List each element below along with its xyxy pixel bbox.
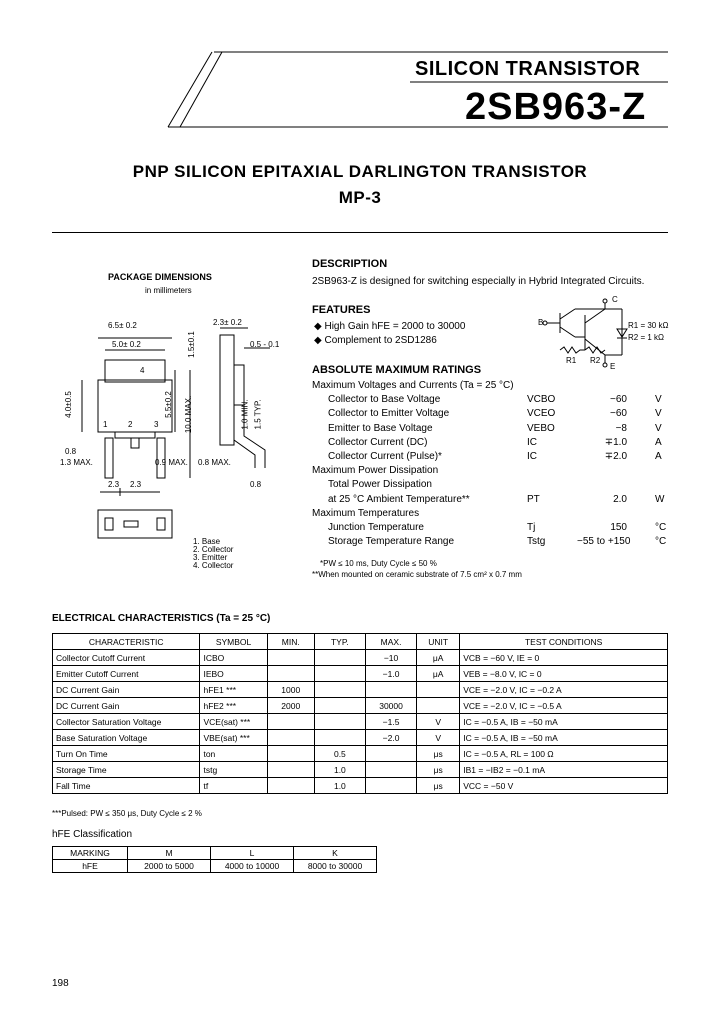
dim-label: 1.3 MAX. [60, 458, 93, 467]
rating-val: ∓1.0 [604, 436, 627, 448]
table-header: UNIT [417, 634, 460, 650]
table-cell: Emitter Cutoff Current [53, 666, 200, 682]
table-cell: IC = −0.5 A, IB = −50 mA [460, 714, 668, 730]
rating-label: Storage Temperature Range [328, 536, 455, 548]
package-name: MP-3 [338, 188, 382, 207]
table-header: TEST CONDITIONS [460, 634, 668, 650]
table-cell: μA [417, 650, 460, 666]
table-row [53, 778, 668, 794]
table-cell: 2000 to 5000 [128, 860, 211, 873]
table-cell [267, 714, 314, 730]
dim-label: 0.8 [65, 447, 77, 456]
table-header: MARKING [53, 847, 128, 860]
pin-number: 3 [154, 420, 159, 429]
dim-label: 0.8 MAX. [198, 458, 231, 467]
table-cell [267, 730, 314, 746]
package-dimensions-unit: in millimeters [145, 286, 192, 295]
dim-label: 10.0 MAX. [184, 395, 194, 434]
circuit-r2-value: R2 = 1 kΩ [628, 333, 664, 342]
dim-label: 4 [140, 366, 145, 375]
circuit-label-base: B [538, 318, 544, 327]
table-cell [365, 746, 416, 762]
table-cell [267, 762, 314, 778]
table-cell: VCC = −50 V [460, 778, 668, 794]
table-cell [314, 714, 365, 730]
table-cell: IC = −0.5 A, RL = 100 Ω [460, 746, 668, 762]
rating-sym: VEBO [527, 422, 555, 434]
table-cell [314, 650, 365, 666]
pin-legend-item: 4. Collector [193, 561, 234, 570]
table-header: SYMBOL [200, 634, 267, 650]
rating-label: Collector to Base Voltage [328, 394, 441, 406]
rating-unit: °C [655, 536, 667, 548]
table-cell [417, 698, 460, 714]
table-cell: VEB = −8.0 V, IC = 0 [460, 666, 668, 682]
rating-val: ∓2.0 [604, 451, 627, 462]
table-cell: tf [200, 778, 267, 794]
rating-label: at 25 °C Ambient Temperature** [328, 493, 470, 505]
rating-sym: Tj [527, 522, 536, 533]
circuit-label-collector: C [612, 295, 618, 304]
table-cell: μs [417, 762, 460, 778]
table-cell: 4000 to 10000 [211, 860, 294, 873]
rating-label: Collector Current (Pulse)* [328, 451, 442, 462]
table-header: MIN. [267, 634, 314, 650]
table-cell: Collector Saturation Voltage [53, 714, 200, 730]
electrical-table [52, 633, 668, 794]
rating-sym: VCBO [527, 394, 556, 406]
table-cell [314, 730, 365, 746]
feature-item: ◆ High Gain hFE = 2000 to 30000 [314, 321, 466, 332]
table-row [53, 730, 668, 746]
rating-sym: VCEO [527, 408, 556, 420]
table-cell: 0.5 [314, 746, 365, 762]
table-cell: Base Saturation Voltage [53, 730, 200, 746]
table-cell: Collector Cutoff Current [53, 650, 200, 666]
table-cell: ICBO [200, 650, 267, 666]
table-cell: hFE [53, 860, 128, 873]
rating-unit: A [655, 451, 662, 462]
table-cell [365, 778, 416, 794]
rating-sym: IC [527, 451, 537, 462]
feature-item: ◆ Complement to 2SD1286 [314, 335, 437, 346]
pin-number: 2 [128, 420, 133, 429]
table-cell: −2.0 [365, 730, 416, 746]
page-number: 198 [52, 978, 69, 989]
table-cell [314, 682, 365, 698]
table-cell: −1.0 [365, 666, 416, 682]
rating-label: Maximum Voltages and Currents (Ta = 25 °C) [312, 380, 514, 391]
table-cell: 1.0 [314, 778, 365, 794]
table-cell: Storage Time [53, 762, 200, 778]
dim-label: 5.5±0.2 [163, 391, 173, 418]
device-title: PNP SILICON EPITAXIAL DARLINGTON TRANSISTOR [132, 162, 588, 181]
electrical-title: ELECTRICAL CHARACTERISTICS (Ta = 25 °C) [52, 613, 271, 624]
table-row [53, 860, 377, 873]
table-cell: 30000 [365, 698, 416, 714]
dim-label: 5.0± 0.2 [112, 340, 141, 349]
table-header: MAX. [365, 634, 416, 650]
circuit-label-r2: R2 [590, 356, 601, 365]
rating-label: Junction Temperature [328, 522, 424, 533]
table-cell: Turn On Time [53, 746, 200, 762]
dim-label: 1.0 MIN. [240, 399, 250, 430]
rating-unit: V [655, 408, 662, 420]
table-header: TYP. [314, 634, 365, 650]
rating-sym: IC [527, 436, 537, 448]
rating-unit: V [655, 394, 662, 406]
rating-unit: °C [655, 522, 667, 533]
dim-label: 0.5 - 0.1 [250, 340, 280, 349]
table-row [53, 746, 668, 762]
table-header: CHARACTERISTIC [53, 634, 200, 650]
rating-label: Maximum Power Dissipation [312, 465, 439, 477]
feature-text: High Gain hFE = 2000 to 30000 [324, 321, 466, 332]
table-cell: Fall Time [53, 778, 200, 794]
table-cell: VBE(sat) *** [200, 730, 267, 746]
table-row [53, 698, 668, 714]
table-cell [267, 778, 314, 794]
pin-legend-item: 1. Base [193, 537, 221, 546]
table-cell: −1.5 [365, 714, 416, 730]
category-title: SILICON TRANSISTOR [415, 58, 641, 80]
table-cell: DC Current Gain [53, 698, 200, 714]
table-row [53, 666, 668, 682]
rating-val: −55 to +150 [577, 536, 631, 548]
pin-legend-item: 3. Emitter [193, 553, 228, 562]
rating-label: Collector to Emitter Voltage [328, 408, 450, 420]
table-cell: VCE = −2.0 V, IC = −0.5 A [460, 698, 668, 714]
rating-val: 150 [610, 522, 627, 533]
rating-val: −60 [610, 408, 627, 420]
rating-label: Emitter to Base Voltage [328, 422, 433, 434]
circuit-r1-value: R1 = 30 kΩ [628, 321, 669, 330]
table-cell [314, 666, 365, 682]
dim-label: 4.0±0.5 [63, 391, 73, 418]
rating-unit: W [655, 493, 665, 505]
circuit-label-r1: R1 [566, 356, 577, 365]
table-cell [365, 682, 416, 698]
section-divider [52, 232, 668, 233]
rating-label: Maximum Temperatures [312, 507, 420, 519]
dim-label: 2.3± 0.2 [213, 318, 242, 327]
table-cell: ton [200, 746, 267, 762]
dim-label: 1.5 TYP. [253, 399, 263, 430]
electrical-note: ***Pulsed: PW ≤ 350 μs, Duty Cycle ≤ 2 % [52, 809, 202, 818]
pin-legend-item: 2. Collector [193, 545, 234, 554]
dim-label: 0.9 MAX. [155, 458, 188, 467]
abs-max-title: ABSOLUTE MAXIMUM RATINGS [312, 364, 482, 376]
dim-label: 2.3 [130, 480, 142, 489]
table-row [53, 714, 668, 730]
table-cell: VCE(sat) *** [200, 714, 267, 730]
table-cell: DC Current Gain [53, 682, 200, 698]
table-cell: IC = −0.5 A, IB = −50 mA [460, 730, 668, 746]
table-cell: μs [417, 778, 460, 794]
circuit-label-emitter: E [610, 362, 616, 371]
abs-max-note: *PW ≤ 10 ms, Duty Cycle ≤ 50 % [320, 559, 437, 568]
table-row [53, 682, 668, 698]
rating-sym: Tstg [527, 536, 546, 548]
table-cell: IB1 = −IB2 = −0.1 mA [460, 762, 668, 778]
table-cell: hFE1 *** [200, 682, 267, 698]
rating-unit: A [655, 436, 662, 448]
rating-sym: PT [527, 493, 540, 505]
rating-val: 2.0 [613, 493, 627, 505]
table-row [53, 762, 668, 778]
rating-val: −8 [615, 422, 627, 434]
table-cell: VCE = −2.0 V, IC = −0.2 A [460, 682, 668, 698]
table-row [53, 650, 668, 666]
table-cell [267, 650, 314, 666]
pin-number: 1 [103, 420, 108, 429]
dim-label: 2.3 [108, 480, 120, 489]
feature-text: Complement to 2SD1286 [324, 335, 437, 346]
table-header: L [211, 847, 294, 860]
package-drawing [60, 300, 300, 545]
table-cell [417, 682, 460, 698]
hfe-class-title: hFE Classification [52, 829, 133, 840]
table-cell: 1000 [267, 682, 314, 698]
dim-label: 0.8 [250, 480, 262, 489]
rating-val: −60 [610, 394, 627, 406]
rating-label: Total Power Dissipation [328, 479, 432, 491]
table-header: K [294, 847, 377, 860]
abs-max-note: **When mounted on ceramic substrate of 7.5 cm² x 0.7 mm [312, 570, 522, 579]
table-cell: μA [417, 666, 460, 682]
description-text: 2SB963-Z is designed for switching especially in Hybrid Integrated Circuits. [312, 276, 645, 287]
table-cell: −10 [365, 650, 416, 666]
description-title: DESCRIPTION [312, 258, 388, 270]
table-cell [267, 666, 314, 682]
features-title: FEATURES [312, 304, 371, 316]
table-cell: tstg [200, 762, 267, 778]
table-cell: 1.0 [314, 762, 365, 778]
pin-legend [193, 538, 233, 570]
rating-label: Collector Current (DC) [328, 436, 428, 448]
dim-label: 6.5± 0.2 [108, 321, 137, 330]
table-cell: 8000 to 30000 [294, 860, 377, 873]
table-cell [267, 746, 314, 762]
table-cell: IEBO [200, 666, 267, 682]
package-dimensions-title: PACKAGE DIMENSIONS [108, 272, 212, 282]
rating-unit: V [655, 422, 662, 434]
table-cell: V [417, 714, 460, 730]
table-cell: 2000 [267, 698, 314, 714]
table-cell [365, 762, 416, 778]
table-cell: μs [417, 746, 460, 762]
hfe-class-table [52, 846, 377, 873]
table-header: M [128, 847, 211, 860]
table-cell: V [417, 730, 460, 746]
table-cell: VCB = −60 V, IE = 0 [460, 650, 668, 666]
dim-label: 1.5±0.1 [186, 331, 196, 358]
table-cell: hFE2 *** [200, 698, 267, 714]
part-number: 2SB963-Z [465, 86, 647, 128]
table-cell [314, 698, 365, 714]
